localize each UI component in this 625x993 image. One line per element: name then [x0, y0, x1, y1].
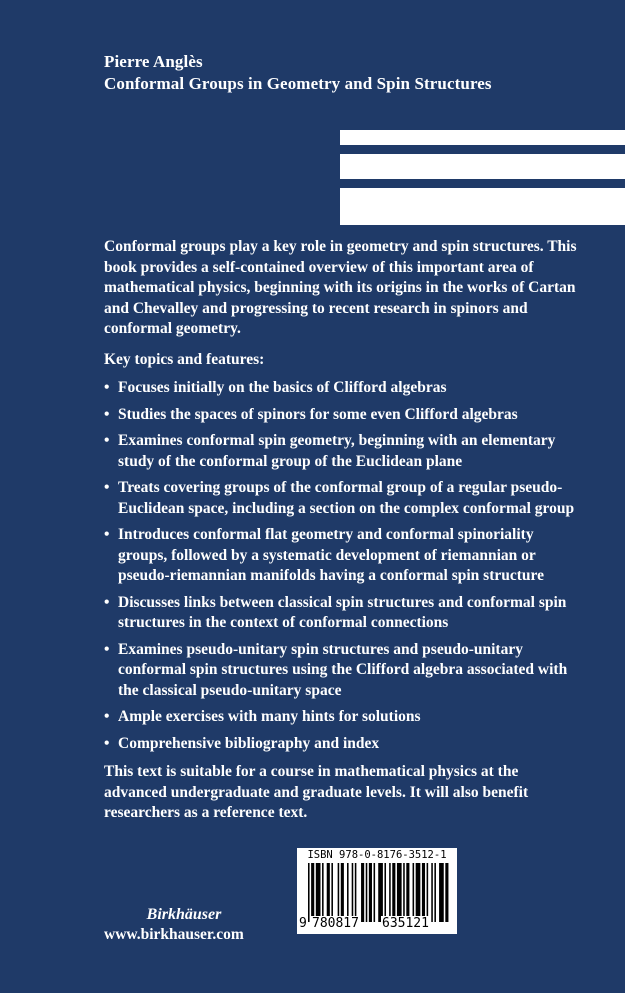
bullet-icon: • — [104, 526, 110, 543]
key-topics-heading: Key topics and features: — [104, 350, 265, 368]
book-title: Conformal Groups in Geometry and Spin Structures — [104, 74, 492, 93]
feature-item — [104, 431, 584, 472]
bullet-icon: • — [104, 479, 110, 496]
feature-item — [104, 478, 584, 519]
publisher-website: www.birkhauser.com — [104, 926, 244, 943]
decorative-stripe-bottom — [340, 188, 625, 225]
feature-text: Focuses initially on the basics of Clifford algebras — [118, 379, 447, 396]
feature-item — [104, 378, 584, 399]
feature-text: Studies the spaces of spinors for some even Clifford algebras — [118, 405, 518, 423]
bullet-icon: • — [104, 379, 110, 396]
bullet-icon: • — [104, 708, 110, 725]
barcode-digit-first: 9 — [299, 916, 307, 931]
bullet-icon: • — [104, 432, 110, 449]
closing-paragraph: This text is suitable for a course in mathematical physics at the advanced undergraduate and graduate levels. It will also benefit researchers as a reference text. — [104, 763, 529, 821]
feature-text: Examines pseudo-unitary spin structures and pseudo-unitary conformal spin structures using the Clifford algebra associated with the classical pseudo-unitary space — [118, 640, 568, 699]
bullet-icon: • — [104, 405, 110, 423]
decorative-stripe-top — [340, 130, 625, 145]
feature-text: Treats covering groups of the conformal group of a regular pseudo-Euclidean space, including a section on the complex conformal group — [118, 479, 575, 517]
bullet-icon: • — [104, 640, 110, 658]
feature-text: Examines conformal spin geometry, beginning with an elementary study of the conformal group of the Euclidean plane — [118, 432, 556, 470]
feature-item — [104, 593, 584, 634]
barcode-digits-left: 780817 — [312, 916, 359, 931]
feature-item — [104, 640, 584, 702]
feature-item — [104, 525, 584, 587]
author-name: Pierre Anglès — [104, 52, 203, 71]
feature-text: Comprehensive bibliography and index — [118, 734, 380, 752]
description-block — [104, 237, 584, 824]
feature-item — [104, 707, 584, 728]
feature-item — [104, 734, 584, 755]
features-list — [104, 378, 584, 754]
isbn-barcode — [297, 848, 457, 934]
barcode-digits-right: 635121 — [382, 916, 429, 931]
publisher-logo: Birkhäuser — [146, 906, 222, 923]
feature-text: Introduces conformal flat geometry and conformal spinoriality groups, followed by a systematic development of riemannian or pseudo-riemannian manifolds having a conformal spin structure — [118, 526, 545, 584]
feature-text: Ample exercises with many hints for solutions — [118, 708, 421, 725]
isbn-label: ISBN 978-0-8176-3512-1 — [307, 849, 447, 861]
bullet-icon: • — [104, 734, 110, 752]
barcode-bars — [308, 863, 450, 922]
bullet-icon: • — [104, 593, 110, 611]
feature-text: Discusses links between classical spin structures and conformal spin structures in the context of conformal connections — [118, 593, 567, 631]
decorative-stripe-middle — [340, 154, 625, 179]
feature-item — [104, 405, 584, 426]
intro-paragraph: Conformal groups play a key role in geometry and spin structures. This book provides a self-contained overview of this important area of mathematical physics, beginning with its origins in the works of Cartan and Chevalley and progressing to recent research in spinors and conformal geometry. — [104, 238, 577, 337]
